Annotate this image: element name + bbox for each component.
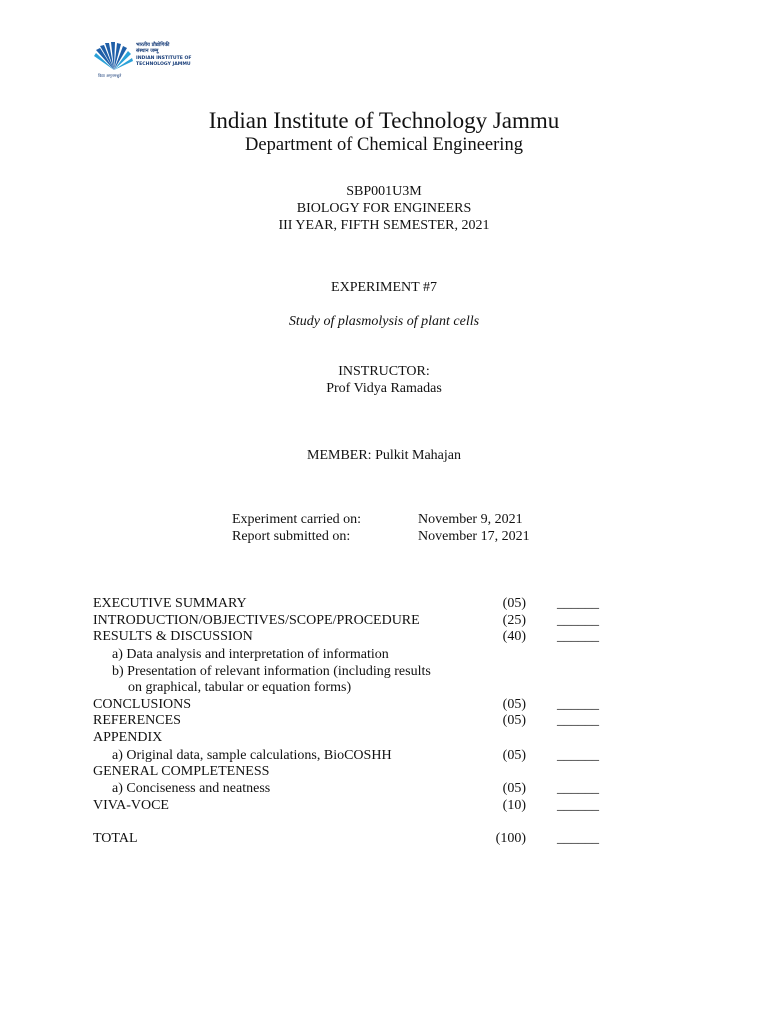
marks-sublabel: on graphical, tabular or equation forms) (128, 680, 352, 695)
instructor-label: INSTRUCTOR: (338, 364, 430, 379)
member-name: MEMBER: Pulkit Mahajan (307, 448, 461, 463)
marks-row-appendix (0, 730, 768, 747)
institute-name: Indian Institute of Technology Jammu (208, 108, 560, 133)
logo-tagline: विद्या अमृतमश्नुते (98, 73, 122, 78)
marks-blank: ______ (557, 798, 599, 813)
marks-points: (05) (502, 697, 526, 712)
logo-emblem-icon (92, 40, 136, 74)
marks-sublabel: a) Original data, sample calculations, BioCOSHH (112, 748, 392, 763)
marks-sublabel: a) Data analysis and interpretation of information (112, 647, 389, 662)
experiment-title: Study of plasmolysis of plant cells (288, 314, 480, 329)
marks-row-results-b (0, 664, 768, 681)
marks-label: APPENDIX (93, 730, 163, 745)
marks-sublabel: b) Presentation of relevant information (including results (112, 664, 431, 679)
carried-on-row (232, 512, 523, 528)
marks-label: REFERENCES (93, 713, 181, 728)
submitted-on-label: Report submitted on: (232, 529, 351, 544)
logo-hindi-text: भारतीय प्रौद्योगिकी संस्थान जम्मू (136, 42, 170, 54)
marks-blank: ______ (557, 713, 599, 728)
marks-blank: ______ (557, 831, 599, 846)
marks-sublabel: a) Conciseness and neatness (112, 781, 271, 796)
marks-label: RESULTS & DISCUSSION (93, 629, 253, 644)
marks-points: (10) (502, 798, 526, 813)
marks-points: (05) (502, 596, 526, 611)
marks-points: (25) (502, 613, 526, 628)
marks-points: (40) (502, 629, 526, 644)
marks-row-references (0, 713, 768, 730)
marks-row-results (0, 629, 768, 646)
marks-points: (100) (495, 831, 526, 846)
submitted-on-row (232, 529, 530, 545)
marks-label: INTRODUCTION/OBJECTIVES/SCOPE/PROCEDURE (93, 613, 420, 628)
marks-row-results-a (0, 647, 768, 664)
marks-label: GENERAL COMPLETENESS (93, 764, 270, 779)
marks-points: (05) (502, 748, 526, 763)
marks-blank: ______ (557, 629, 599, 644)
marks-points: (05) (502, 713, 526, 728)
carried-on-label: Experiment carried on: (232, 512, 362, 527)
marks-row-total (0, 831, 768, 848)
submitted-on-value: November 17, 2021 (418, 529, 530, 544)
course-code: SBP001U3M (346, 184, 422, 199)
marks-row-results-b-cont (0, 680, 768, 697)
experiment-number: EXPERIMENT #7 (331, 280, 437, 295)
institute-logo (92, 40, 202, 82)
marks-label: VIVA-VOCE (93, 798, 169, 813)
carried-on-value: November 9, 2021 (418, 512, 523, 527)
marks-row-completeness-a (0, 781, 768, 798)
logo-english-text: INDIAN INSTITUTE OF TECHNOLOGY JAMMU (136, 56, 192, 67)
marks-row-conclusions (0, 697, 768, 714)
marks-label: CONCLUSIONS (93, 697, 192, 712)
marks-row-introduction (0, 613, 768, 630)
marks-points: (05) (502, 781, 526, 796)
marks-row-viva (0, 798, 768, 815)
marks-blank: ______ (557, 596, 599, 611)
course-name: BIOLOGY FOR ENGINEERS (296, 201, 472, 216)
course-year: III YEAR, FIFTH SEMESTER, 2021 (278, 218, 490, 233)
department-name: Department of Chemical Engineering (245, 135, 523, 155)
marks-blank: ______ (557, 697, 599, 712)
marks-blank: ______ (557, 613, 599, 628)
marks-label: EXECUTIVE SUMMARY (93, 596, 247, 611)
marks-blank: ______ (557, 781, 599, 796)
marks-label: TOTAL (93, 831, 138, 846)
instructor-name: Prof Vidya Ramadas (326, 381, 442, 396)
marks-row-completeness (0, 764, 768, 781)
marks-row-appendix-a (0, 748, 768, 765)
marks-blank: ______ (557, 748, 599, 763)
marks-row-executive-summary (0, 596, 768, 613)
